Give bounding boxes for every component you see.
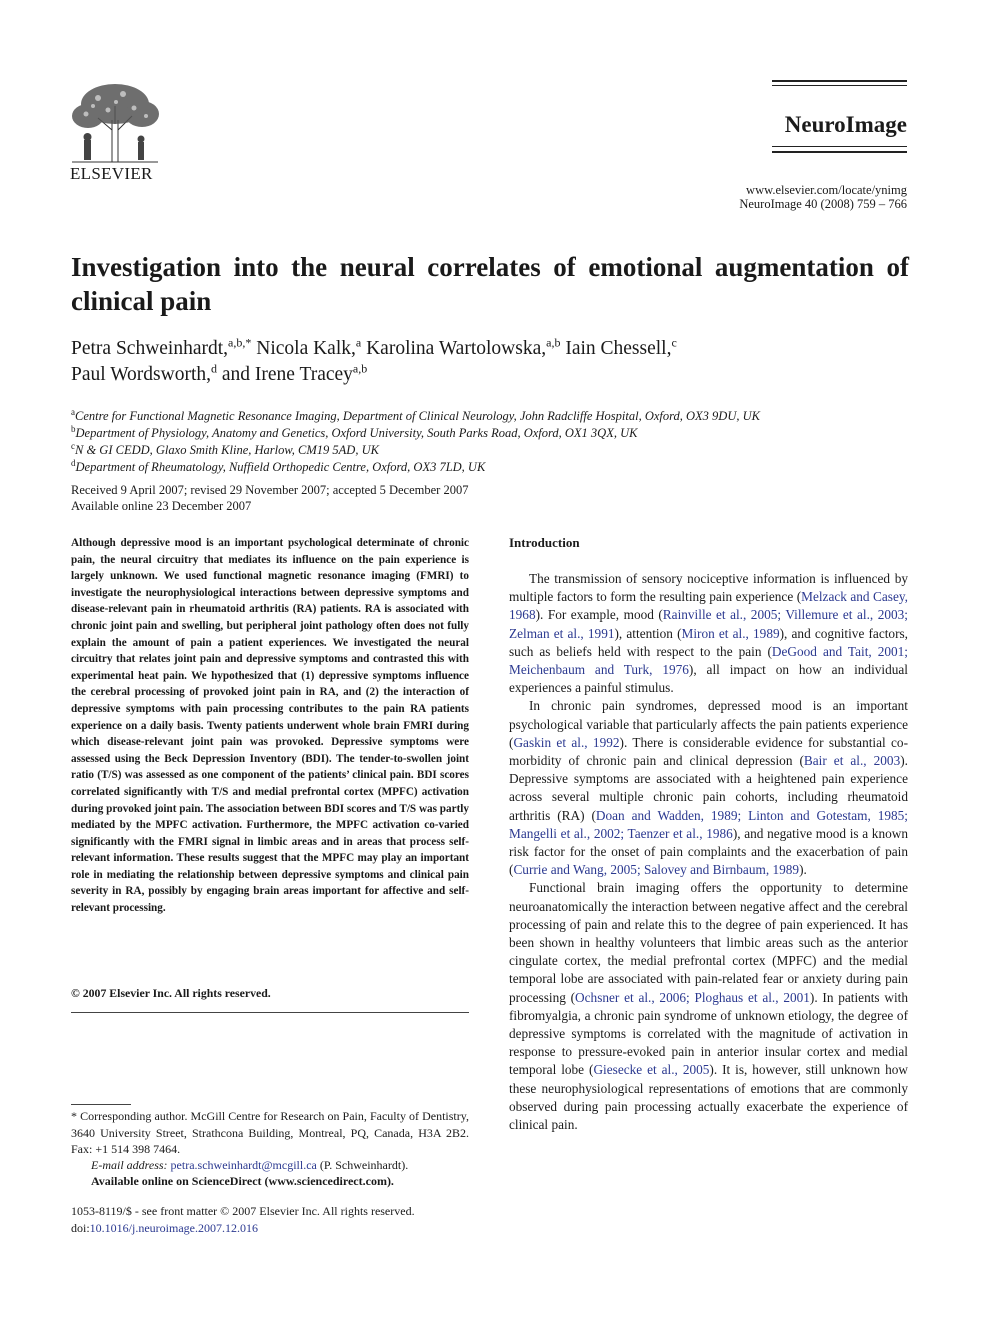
email-label: E-mail address: <box>91 1158 168 1172</box>
paragraph-text: ), all impact on how an individual experiences a painful stimulus. <box>509 662 909 696</box>
paragraph-text: ). There is considerable evidence for substantial co-morbidity of chronic pain and clinical depression ( <box>509 734 909 769</box>
paragraph-text: ), attention ( <box>614 625 682 641</box>
doi-line <box>71 1221 471 1236</box>
citation-link[interactable]: Miron et al., 1989 <box>681 625 780 641</box>
citation-link[interactable]: Giesecke et al., 2005 <box>593 1062 710 1078</box>
header-rule <box>772 80 907 82</box>
author-list <box>71 336 909 388</box>
introduction-body <box>509 570 908 1134</box>
footnote-divider <box>71 1104 131 1105</box>
citation-link[interactable]: Doan and Wadden, 1989; Linton and Gotestam, 1985; Mangelli et al., 2002; Taenzer et al., 1986 <box>509 807 908 841</box>
citation-link[interactable]: Bair et al., 2003 <box>803 753 901 769</box>
issn-line: 1053-8119/$ - see front matter © 2007 Elsevier Inc. All rights reserved. <box>71 1204 415 1218</box>
article-title: Investigation into the neural correlates of emotional augmentation of clinical pain <box>71 252 909 316</box>
received-dates: Received 9 April 2007; revised 29 November 2007; accepted 5 December 2007 <box>71 483 469 497</box>
online-date: Available online 23 December 2007 <box>71 499 252 513</box>
citation-link[interactable]: DeGood and Tait, 2001; Meichenbaum and Turk, 1976 <box>509 643 908 678</box>
intro-paragraph <box>509 697 908 879</box>
doi-link[interactable]: 10.1016/j.neuroimage.2007.12.016 <box>89 1221 258 1235</box>
paragraph-text: ). It is, however, still unknown how these neurophysiological representations of emotions that are commonly observed during pain processing actually exacerbate the experience of clinical pain. <box>509 1062 908 1133</box>
email-link[interactable]: petra.schweinhardt@mcgill.ca <box>170 1158 317 1172</box>
corresponding-author-note: * Corresponding author. McGill Centre for Research on Pain, Faculty of Dentistry, 3640 University Street, Strathcona Building, Montreal, PQ, Canada, H3A 2B2. Fax: +1 514 398 7464. <box>71 1109 469 1156</box>
journal-url[interactable]: www.elsevier.com/locate/ynimg <box>746 183 907 197</box>
doi-label: doi: <box>71 1221 90 1235</box>
citation-link[interactable]: Ochsner et al., 2006; Ploghaus et al., 2001 <box>575 989 810 1005</box>
author: Iain Chessell,$^c$ <box>565 335 677 359</box>
header-rule <box>772 146 907 147</box>
intro-paragraph <box>509 879 908 1134</box>
paragraph-text: Functional brain imaging offers the opportunity to determine neuroanatomically the interaction between negative affect and the cerebral processing of pain and relate this to the degree of pain experienced. It has been shown in healthy volunteers that limbic areas such as the anterior cingulate cortex, the medial prefrontal cortex (MPFC) and the medial temporal lobe are associated with pain-related fear or anxiety during pain processing ( <box>509 880 908 1005</box>
paragraph-text: ). In patients with fibromyalgia, a chronic pain syndrome of unknown etiology, the degree of depressive symptoms is correlated with the magnitude of activation in response to pressure-evoked pain in anterior insular cortex and medial temporal lobe ( <box>509 989 908 1078</box>
journal-name: NeuroImage <box>784 112 907 137</box>
paragraph-text: ). For example, mood ( <box>535 607 663 623</box>
citation-link[interactable]: Gaskin et al., 1992 <box>513 734 620 750</box>
publisher-name: ELSEVIER <box>70 164 153 183</box>
paragraph-text: ), and cognitive factors, such as beliefs held with respect to the pain ( <box>509 625 908 659</box>
intro-paragraph <box>509 570 908 697</box>
citation-link[interactable]: Currie and Wang, 2005; Salovey and Birnbaum, 1989 <box>513 862 800 878</box>
paragraph-text: In chronic pain syndromes, depressed mood is an important psychological variable that particularly affects the pain patients experience ( <box>509 698 908 750</box>
journal-citation: NeuroImage 40 (2008) 759 – 766 <box>739 197 907 211</box>
citation-link[interactable]: Melzack and Casey, 1968 <box>509 589 908 623</box>
paragraph-text: The transmission of sensory nociceptive information is influenced by multiple factors to form the resulting pain experience ( <box>509 571 908 605</box>
affiliation: $^a$Centre for Functional Magnetic Resonance Imaging, Department of Clinical Neurology, John Radcliffe Hospital, Oxford, OX3 9DU, UK <box>71 407 760 424</box>
email-suffix: (P. Schweinhardt). <box>316 1158 409 1172</box>
author: Petra Schweinhardt,$^{a,b,*}$ <box>71 335 252 359</box>
abstract-text: Although depressive mood is an important psychological determinate of chronic pain, the neural circuitry that mediates its influence on the pain experience is largely unknown. We used functional magnetic resonance imaging (FMRI) to investigate the neurophysiological interactions between depressive symptoms and disease-relevant pain in rheumatoid arthritis (RA) patients. RA is associated with chronic joint pain and swelling, but peripheral joint pathology often does not fully explain the amount of pain a patient experiences. We investigated the neural circuitry that relates joint pain and depressive symptoms and contrasted this with experimental heat pain. We hypothesized that (1) depressive symptoms influence the cerebral processing of provoked joint pain in RA, and (2) the interaction of depressive symptoms with pain processing contributes to the pain RA patients experience on a daily basis. Twenty patients underwent whole brain FMRI during which disease-relevant joint pain was provoked. Depressive symptoms were assessed using the Beck Depression Inventory (BDI). The tender-to-swollen joint ratio (T/S) was assessed as one component of the patients’ clinical pain. BDI scores correlated significantly with T/S and medial prefrontal cortex (MPFC) activation during provoked joint pain. The association between BDI scores and T/S was partly mediated by the MPFC activation. Furthermore, the MPFC activation co-varied significantly with the FMRI signal in limbic areas and in areas that process self-relevant information. These results suggest that the MPFC may play an important role in mediating the relationship between depressive symptoms and clinical pain severity in RA, possibly by engaging brain areas important for affective and self-relevant processing. <box>71 537 469 915</box>
paragraph-text: ), and negative mood is a known risk factor for the onset of pain complaints and the exacerbation of pain ( <box>509 825 908 878</box>
affiliation: $^b$Department of Physiology, Anatomy and Genetics, Oxford University, South Parks Road, Oxford, OX1 3QX, UK <box>71 424 638 441</box>
section-heading: Introduction <box>509 535 580 550</box>
email-line <box>91 1158 471 1173</box>
affiliation: $^d$Department of Rheumatology, Nuffield Orthopedic Centre, Oxford, OX3 7LD, UK <box>71 458 486 475</box>
sciencedirect-note: Available online on ScienceDirect (www.sciencedirect.com). <box>91 1174 394 1188</box>
affiliation: $^c$N & GI CEDD, Glaxo Smith Kline, Harlow, CM19 5AD, UK <box>71 441 379 458</box>
paragraph-text: ). <box>799 862 807 878</box>
header-rule <box>772 85 907 86</box>
author: Paul Wordsworth,$^d$ <box>71 361 217 385</box>
author: and Irene Tracey$^{a,b}$ <box>221 361 368 385</box>
author: Nicola Kalk,$^a$ <box>256 335 362 359</box>
paragraph-text: ). Depressive symptoms are associated with a heightened pain experience across several multiple chronic pain cohorts, including rheumatoid arthritis (RA) ( <box>509 753 908 823</box>
header-rule <box>772 151 907 153</box>
abstract-divider <box>71 1012 469 1013</box>
abstract-copyright: © 2007 Elsevier Inc. All rights reserved. <box>71 986 271 1000</box>
citation-link[interactable]: Rainville et al., 2005; Villemure et al., 2003; Zelman et al., 1991 <box>509 607 908 641</box>
author: Karolina Wartolowska,$^{a,b}$ <box>366 335 561 359</box>
